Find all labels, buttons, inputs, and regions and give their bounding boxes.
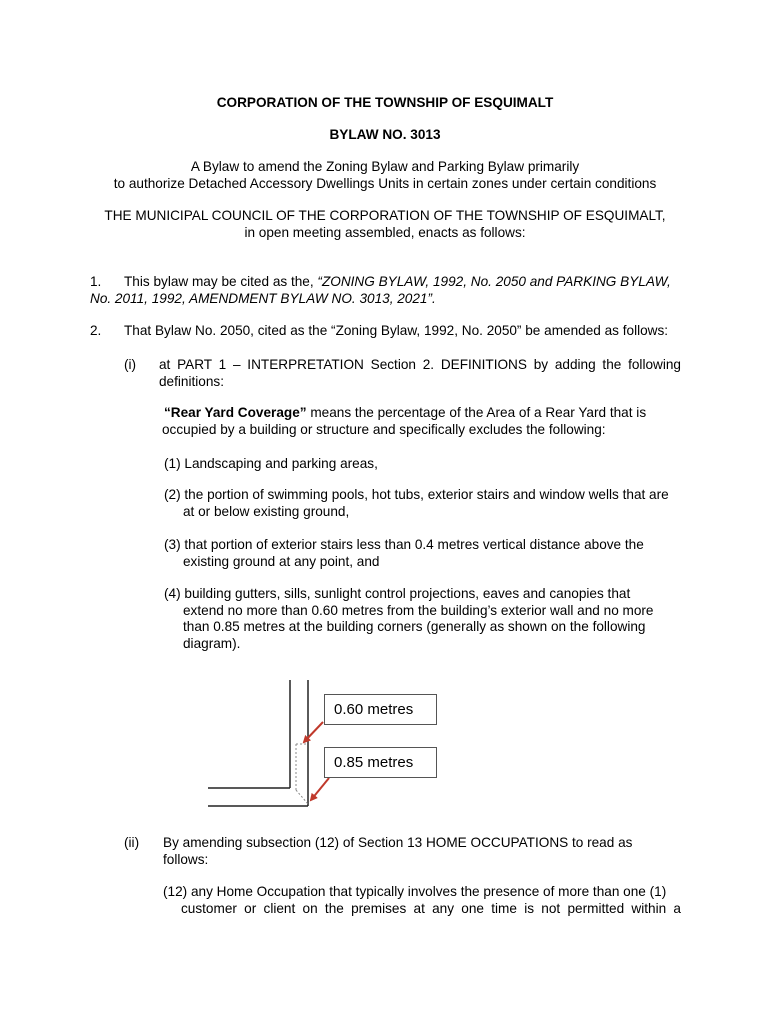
section-1-number: 1. (90, 274, 102, 289)
bylaw-number: BYLAW NO. 3013 (329, 127, 441, 142)
corner-projection-line (296, 790, 308, 804)
section-1-citation-1: “ZONING BYLAW, 1992, No. 2050 and PARKING BYLAW, (317, 274, 671, 289)
section-2-number: 2. (90, 323, 102, 338)
item-3-line-2: existing ground at any point, and (183, 554, 380, 569)
subsection-i-line-2: definitions: (159, 374, 224, 389)
definition-term: “Rear Yard Coverage” (164, 405, 307, 420)
item-4-line-1: (4) building gutters, sills, sunlight control projections, eaves and canopies that (164, 586, 631, 601)
arrow-top (304, 722, 323, 742)
item-2-line-1: (2) the portion of swimming pools, hot tubs, exterior stairs and window wells that are (164, 487, 669, 502)
item-1: (1) Landscaping and parking areas, (164, 456, 378, 471)
section-1-intro: This bylaw may be cited as the, (124, 274, 318, 289)
subsection-ii-line-2: follows: (163, 852, 209, 867)
purpose-line-2: to authorize Detached Accessory Dwellings Units in certain zones under certain conditions (113, 176, 657, 191)
item-4-line-3: than 0.85 metres at the building corners (generally as shown on the following (183, 619, 646, 634)
label-0-60-metres: 0.60 metres (324, 694, 437, 725)
section-2-text: That Bylaw No. 2050, cited as the “Zoning Bylaw, 1992, No. 2050” be amended as follows: (124, 323, 669, 338)
section-1-text (124, 274, 671, 291)
subsection-ii-line-1: By amending subsection (12) of Section 13 HOME OCCUPATIONS to read as (163, 835, 633, 850)
purpose-line-1: A Bylaw to amend the Zoning Bylaw and Parking Bylaw primarily (190, 159, 580, 174)
section-1-citation-2: No. 2011, 1992, AMENDMENT BYLAW NO. 3013, 2021”. (90, 291, 436, 306)
subsection-ii-number: (ii) (124, 835, 140, 850)
arrow-bottom (311, 778, 329, 800)
council-line-1: THE MUNICIPAL COUNCIL OF THE CORPORATION OF THE TOWNSHIP OF ESQUIMALT, (104, 208, 666, 223)
item-12-line-2: customer or client on the premises at any one time is not permitted within a (181, 901, 681, 916)
subsection-i-line-1: at PART 1 – INTERPRETATION Section 2. DEFINITIONS by adding the following (159, 357, 681, 372)
item-4-line-2: extend no more than 0.60 metres from the building’s exterior wall and no more (183, 603, 654, 618)
definition-text-1: means the percentage of the Area of a Rear Yard that is (306, 405, 647, 420)
definition-line-2: occupied by a building or structure and specifically excludes the following: (162, 422, 606, 437)
corporation-title: CORPORATION OF THE TOWNSHIP OF ESQUIMALT (216, 95, 554, 110)
item-4-line-4: diagram). (183, 636, 241, 651)
item-12-line-1: (12) any Home Occupation that typically involves the presence of more than one (1) (163, 884, 667, 899)
label-0-85-metres: 0.85 metres (324, 747, 437, 778)
item-3-line-1: (3) that portion of exterior stairs less than 0.4 metres vertical distance above the (164, 537, 644, 552)
council-line-2: in open meeting assembled, enacts as follows: (244, 225, 526, 240)
item-2-line-2: at or below existing ground, (183, 504, 350, 519)
subsection-i-number: (i) (124, 357, 137, 372)
definition-line-1 (164, 405, 646, 422)
